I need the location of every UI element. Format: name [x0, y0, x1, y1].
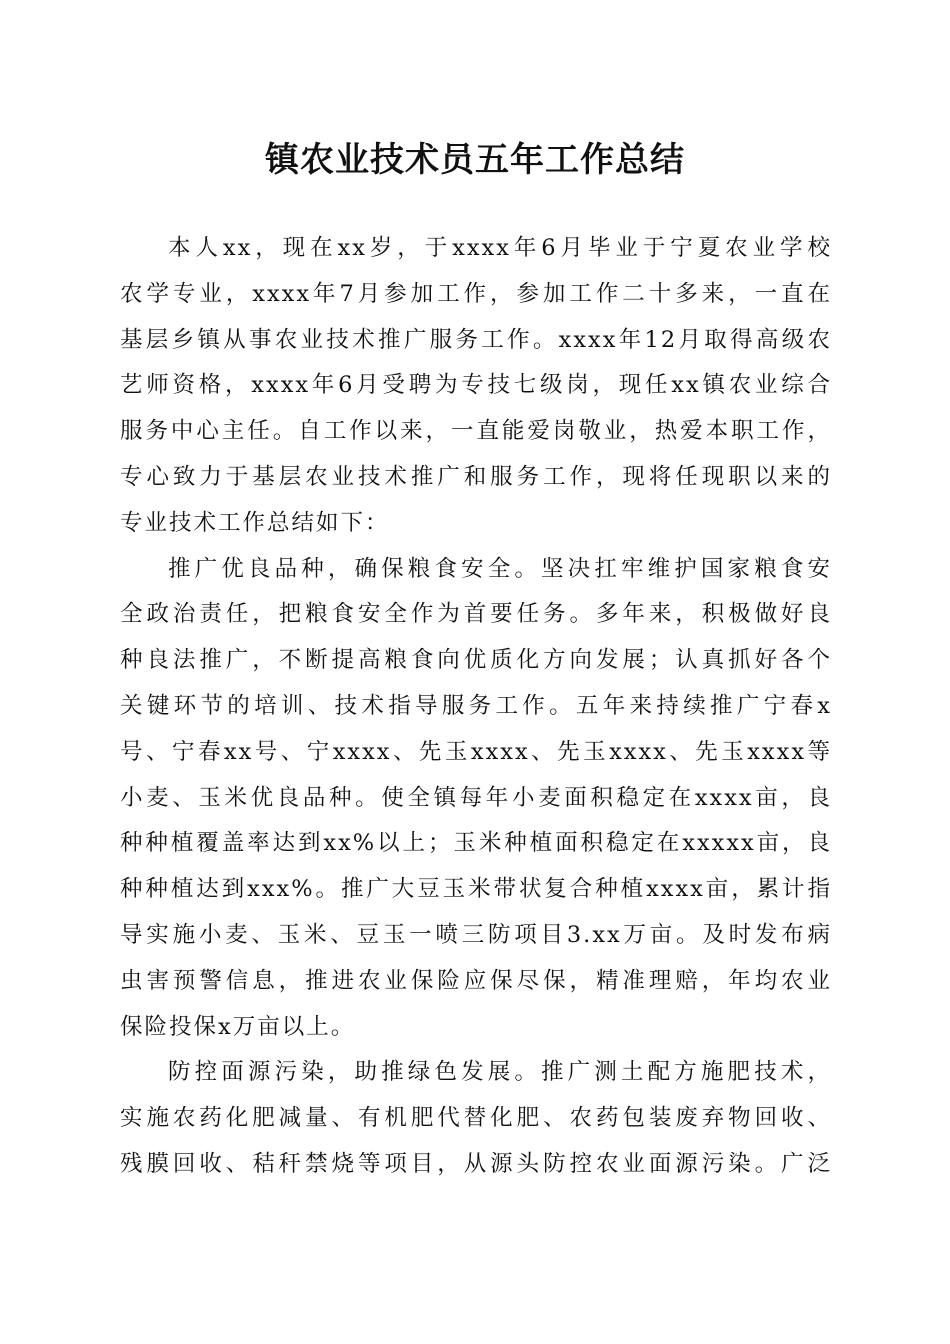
paragraph-line: 服务中心主任。自工作以来，一直能爱岗敬业，热爱本职工作， [120, 418, 832, 445]
paragraph-line: 导实施小麦、玉米、豆玉一喷三防项目3.xx万亩。及时发布病 [120, 921, 832, 948]
paragraph-line: 农学专业，xxxx年7月参加工作，参加工作二十多来，一直在 [120, 280, 832, 307]
paragraph-line: 推广优良品种，确保粮食安全。坚决扛牢维护国家粮食安 [168, 555, 832, 582]
paragraph-line: 专心致力于基层农业技术推广和服务工作，现将任现职以来的 [120, 463, 832, 490]
paragraph-line: 防控面源污染，助推绿色发展。推广测土配方施肥技术， [168, 1059, 832, 1086]
paragraph-line: 艺师资格，xxxx年6月受聘为专技七级岗，现任xx镇农业综合 [120, 372, 832, 399]
document-body [120, 226, 832, 1188]
paragraph-line: 小麦、玉米优良品种。使全镇每年小麦面积稳定在xxxx亩，良 [120, 784, 832, 811]
paragraph-line: 全政治责任，把粮食安全作为首要任务。多年来，积极做好良 [120, 601, 832, 628]
paragraph-line: 号、宁春xx号、宁xxxx、先玉xxxx、先玉xxxx、先玉xxxx等 [120, 738, 832, 765]
paragraph-line: 基层乡镇从事农业技术推广服务工作。xxxx年12月取得高级农 [120, 326, 832, 353]
paragraph-line: 本人xx，现在xx岁，于xxxx年6月毕业于宁夏农业学校 [168, 235, 832, 261]
paragraph-line: 残膜回收、秸秆禁烧等项目，从源头防控农业面源污染。广泛 [120, 1150, 832, 1177]
paragraph-line: 种种植达到xxx%。推广大豆玉米带状复合种植xxxx亩，累计指 [120, 876, 832, 903]
paragraph-line: 保险投保x万亩以上。 [120, 1013, 356, 1040]
paragraph-line: 种种植覆盖率达到xx%以上；玉米种植面积稳定在xxxxx亩，良 [120, 830, 832, 857]
paragraph-line: 关键环节的培训、技术指导服务工作。五年来持续推广宁春x [120, 692, 832, 719]
paragraph-line: 虫害预警信息，推进农业保险应保尽保，精准理赔，年均农业 [120, 967, 832, 994]
paragraph-line: 种良法推广，不断提高粮食向优质化方向发展；认真抓好各个 [120, 647, 832, 674]
paragraph-line: 专业技术工作总结如下： [120, 509, 390, 536]
paragraph-line: 实施农药化肥减量、有机肥代替化肥、农药包装废弃物回收、 [120, 1105, 832, 1132]
document-title: 镇农业技术员五年工作总结 [265, 140, 685, 180]
